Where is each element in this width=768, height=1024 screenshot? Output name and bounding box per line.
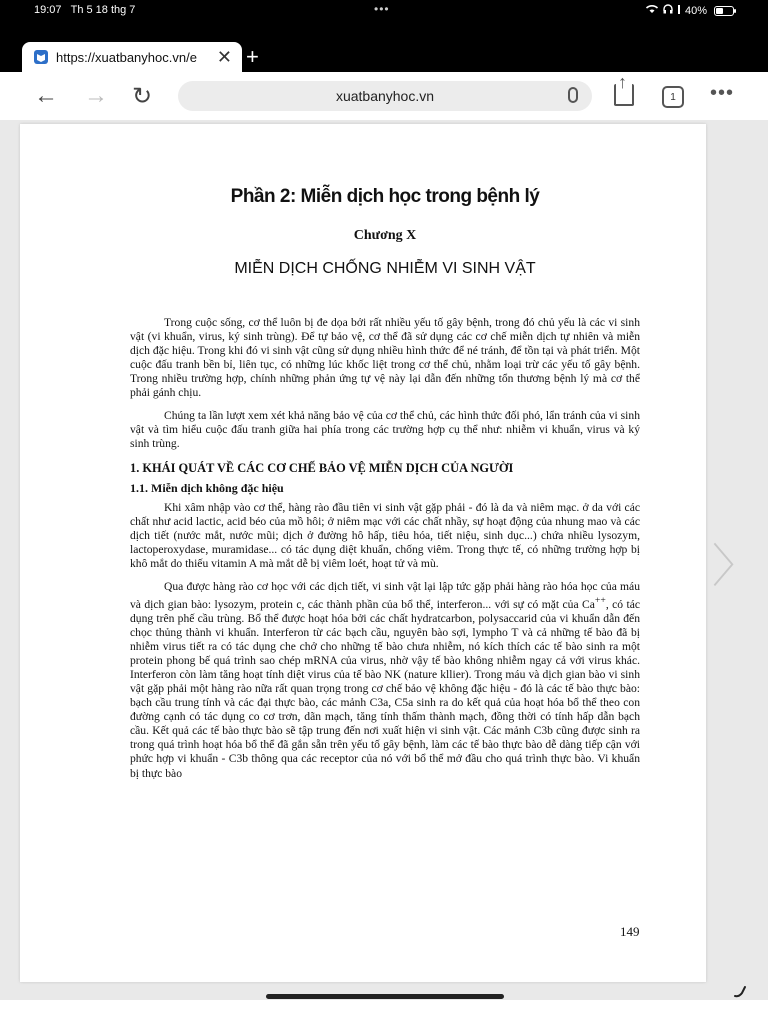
forward-icon[interactable]: → [84, 82, 108, 109]
tab-title: https://xuatbanyhoc.vn/e [56, 49, 197, 65]
chapter-label: Chương X [353, 228, 417, 243]
more-menu-icon[interactable]: ••• [710, 82, 735, 104]
page-number: 149 [620, 924, 640, 939]
status-indicators [645, 4, 734, 17]
browser-tab[interactable] [22, 42, 242, 72]
chapter-title: MIỄN DỊCH CHỐNG NHIỄM VI SINH VẬT [234, 260, 536, 277]
battery-icon [714, 6, 734, 16]
body-text [130, 316, 640, 789]
share-icon[interactable] [614, 84, 634, 106]
wifi-icon [645, 4, 659, 17]
paragraph-4-part-a: Qua được hàng rào cơ học với các dịch tiết, vi sinh vật lại lập tức gặp phải hàng rào hóa học của máu và dịch gian bào: lysozym, protein c, các thành phần của bổ thể, interferon... với sự có mặt của Ca [130, 579, 640, 611]
scribble-icon[interactable] [733, 984, 747, 1003]
headphones-icon [663, 4, 673, 17]
subsection-heading: 1.1. Miễn dịch không đặc hiệu [130, 480, 284, 495]
back-icon[interactable]: ← [34, 82, 58, 109]
battery-percent: 40% [684, 4, 707, 17]
home-indicator[interactable] [266, 994, 504, 999]
section-heading: 1. KHÁI QUÁT VỀ CÁC CƠ CHẾ BẢO VỆ MIỄN DỊCH CỦA NGƯỜI [130, 460, 514, 475]
part-title: Phần 2: Miễn dịch học trong bệnh lý [230, 186, 540, 207]
paragraph-4 [130, 580, 640, 781]
paragraph-1: Trong cuộc sống, cơ thể luôn bị đe dọa bởi rất nhiều yếu tố gây bệnh, trong đó chủ yếu là các vi sinh vật (vi khuẩn, virus, ký sinh trùng). Để tự bảo vệ, cơ thể đã sử dụng các cơ chế miễn dịch tự nhiên và miễn dịch đặc hiệu. Trong khi đó vi sinh vật cũng sử dụng nhiều hình thức để né tránh, để tồn tại và phát triển. Một cuộc đấu tranh bền bỉ, liên tục, có những lúc khốc liệt trong cơ thể chủ, nhằm loại trừ các yếu tố gây bệnh. Trong nhiều trường hợp, chính những phản ứng tự vệ này lại dẫn đến những tổn thương bệnh lý mà cơ thể phải gánh chịu. [130, 316, 640, 400]
address-bar[interactable] [178, 81, 592, 111]
signal-icon [677, 4, 681, 17]
tabs-count-button[interactable]: 1 [662, 86, 684, 108]
new-tab-button[interactable]: + [246, 44, 259, 69]
reload-icon[interactable]: ↻ [132, 83, 153, 110]
next-page-chevron-icon[interactable]: 〉 [712, 539, 758, 593]
paragraph-4-part-b: , có tác dụng trên phế cầu trùng. Bổ thể được hoạt hóa bởi các chất hydratcarbon, polysaccarid của vi khuẩn dẫn đến chọc thủng thành vi khuẩn. Interferon từ các bạch cầu, nguyên bào sợi, lympho T và cả những tế bào đã bị nhiễm virus tiết ra có tác dụng che chở cho những tế bào chưa nhiễm, nó kích thích các tế bào sinh ra một protein phong bế quá trình sao chép mRNA của virus, nhờ vậy tế bào không nhiễm ngay cả với virus khác. Interferon còn làm tăng hoạt tính diệt virus của tế bào NK (nature kllier). Trong máu và dịch gian bào vi sinh vật gặp phải một hàng rào nữa rất quan trọng trong cơ chế bảo vệ không đặc hiệu - đó là các tế bào thực bào: bạch cầu trung tính và các đại thực bào, các mảnh C3a, C5a sinh ra do kết quả của hoạt hóa bổ thể theo con đường cạnh có tác dụng co cơ trơn, dãn mạch, tăng tính thấm thành mạch, đồng thời có tính hấp dẫn bạch cầu. Kết quả các tế bào thực bào sẽ tập trung đến nơi xuất hiện vi sinh vật. Các mảnh C3b cũng được sinh ra trong quá trình hoạt hóa bổ thể đã gắn sẵn trên yếu tố gây bệnh, làm các tế bào thực bào dễ dàng tiếp cận với phức hợp vi khuẩn - C3b thông qua các receptor của nó với bổ thể mở đầu cho quá trình thực bào. Vi khuẩn bị thực bào [130, 597, 640, 780]
close-tab-icon[interactable]: ✕ [216, 47, 232, 67]
paragraph-2: Chúng ta lần lượt xem xét khả năng bảo vệ của cơ thể chủ, các hình thức đối phó, lẩn tránh của vi sinh vật và tìm hiểu cuộc đấu tranh giữa hai phía trong các trường hợp cụ thể như: nhiễm vi khuẩn, virus và ký sinh trùng. [130, 408, 640, 450]
document-page [20, 124, 706, 982]
top-bar [0, 0, 768, 72]
url-text: xuatbanyhoc.vn [335, 88, 435, 104]
status-bar [0, 0, 768, 20]
paragraph-3: Khi xâm nhập vào cơ thể, hàng rào đầu tiên vi sinh vật gặp phải - đó là da và niêm mạc. ở da với các chất như acid lactic, acid béo của mồ hôi; ở niêm mạc với các chất nhầy, sự hoạt động của nhung mao và các dịch tiết (nước mắt, nước mũi; dịch ở đường hô hấp, tiêu hóa, tiết niệu, sinh dục...) chứa nhiều lysozym, lactoperoxydase, muramidase... có tác dụng diệt khuẩn, chống viêm. Trong thực tế, có những trường hợp bị khô mắt do thiếu vitamin A mà mắt dễ bị viêm loét, hoạt tử và mù. [130, 501, 640, 571]
microphone-icon[interactable] [568, 87, 578, 103]
calcium-charge: ++ [594, 594, 606, 606]
status-time: 19:07 [34, 4, 62, 16]
status-time-date [34, 4, 141, 16]
multitask-dots[interactable]: ••• [374, 2, 390, 16]
document-viewer[interactable] [0, 120, 768, 1000]
browser-toolbar [0, 72, 768, 120]
site-favicon-icon [34, 50, 48, 64]
status-date: Th 5 18 thg 7 [70, 4, 136, 16]
